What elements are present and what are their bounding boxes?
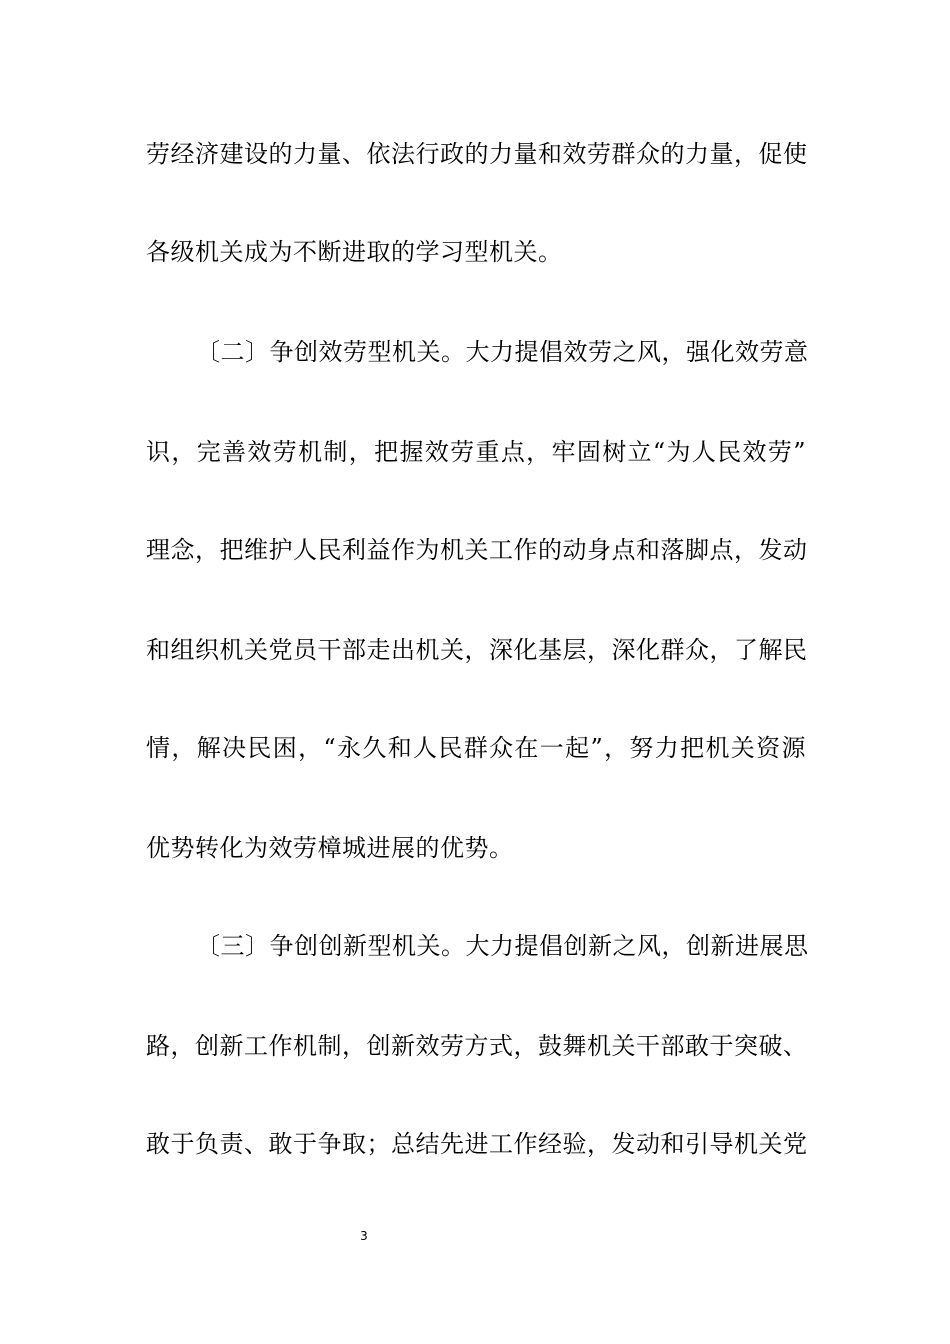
text-line: 识，完善效劳机制，把握效劳重点，牢固树立“为人民效劳” bbox=[146, 438, 806, 466]
page-number: 3 bbox=[360, 1229, 368, 1243]
text-line: 情，解决民困，“永久和人民群众在一起”，努力把机关资源 bbox=[146, 734, 806, 762]
paragraph-heading-3: 〔三〕争创创新型机关。大力提倡创新之风，创新进展思 bbox=[196, 932, 809, 960]
text-line: 优势转化为效劳樟城进展的优势。 bbox=[146, 834, 514, 862]
text-line: 理念，把维护人民利益作为机关工作的动身点和落脚点，发动 bbox=[146, 536, 808, 564]
text-line: 劳经济建设的力量、依法行政的力量和效劳群众的力量，促使 bbox=[146, 140, 808, 168]
paragraph-heading-2: 〔二〕争创效劳型机关。大力提倡效劳之风，强化效劳意 bbox=[196, 338, 809, 366]
text-line: 路，创新工作机制，创新效劳方式，鼓舞机关干部敢于突破、 bbox=[146, 1032, 808, 1060]
text-line: 和组织机关党员干部走出机关，深化基层，深化群众，了解民 bbox=[146, 636, 808, 664]
text-line: 各级机关成为不断进取的学习型机关。 bbox=[146, 238, 563, 266]
text-line: 敢于负责、敢于争取；总结先进工作经验，发动和引导机关党 bbox=[146, 1130, 808, 1158]
